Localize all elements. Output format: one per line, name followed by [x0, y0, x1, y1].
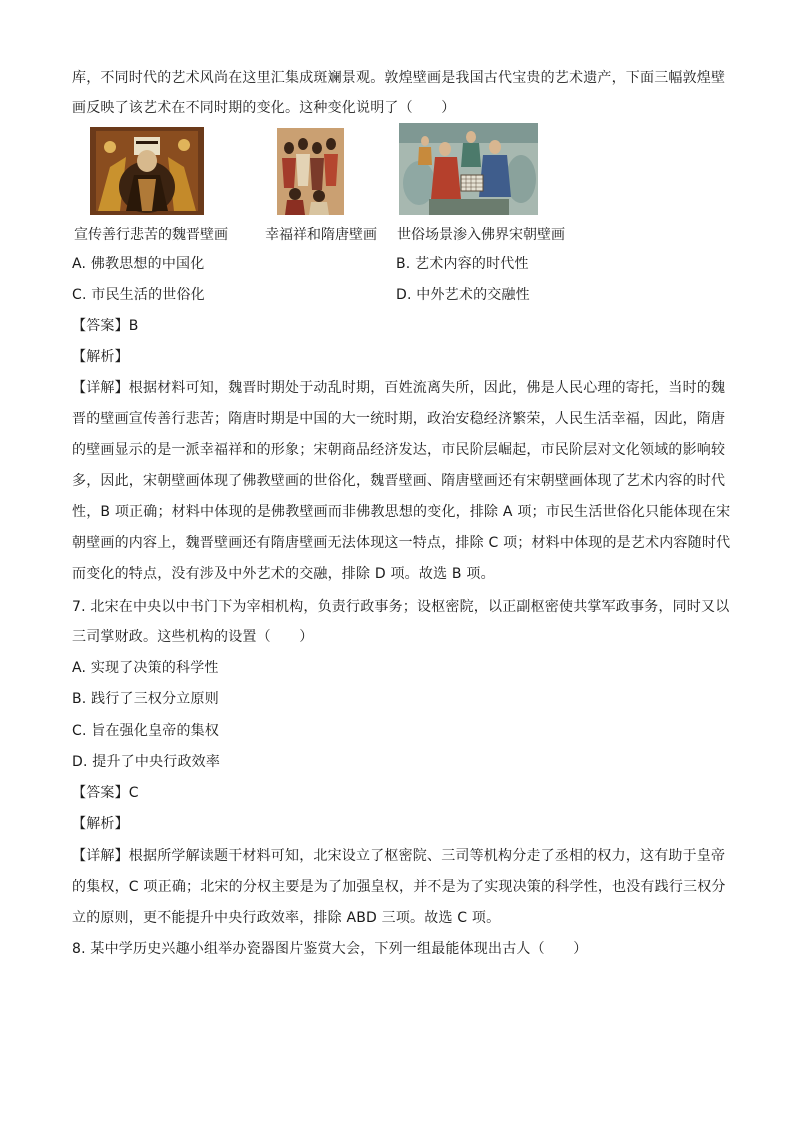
question-6-answer: 【答案】B	[72, 318, 139, 334]
song-mural-image	[399, 123, 538, 215]
question-7-option-a: A. 实现了决策的科学性	[72, 660, 219, 676]
question-6-detail-line: 而变化的特点，没有涉及中外艺术的交融，排除 D 项。故选 B 项。	[72, 566, 495, 582]
song-mural-picture	[399, 123, 538, 215]
question-6-detail-line: 晋的壁画宣传善行悲苦；隋唐时期是中国的大一统时期，政治安稳经济繁荣，人民生活幸福，因此，隋唐	[72, 411, 726, 427]
question-6-option-b: B. 艺术内容的时代性	[396, 256, 529, 272]
question-6-analysis-title: 【解析】	[72, 349, 129, 365]
sui-tang-mural-image	[277, 128, 344, 215]
question-6-stem-line-2: 画反映了该艺术在不同时期的变化。这种变化说明了（ ）	[72, 100, 456, 116]
question-7-stem-line-1: 7. 北宋在中央以中书门下为宰相机构，负责行政事务；设枢密院，以正副枢密使共掌军政事务，同时又以	[72, 599, 730, 615]
question-7-option-b: B. 践行了三权分立原则	[72, 691, 219, 707]
caption-song-mural: 世俗场景渗入佛界宋朝壁画	[397, 227, 565, 243]
question-6-stem-line-1: 库，不同时代的艺术风尚在这里汇集成斑斓景观。敦煌壁画是我国古代宝贵的艺术遗产，下面三幅敦煌壁	[72, 70, 726, 86]
wei-jin-mural-image	[90, 127, 204, 215]
question-6-option-a: A. 佛教思想的中国化	[72, 256, 205, 272]
question-6-detail-line: 朝壁画的内容上，魏晋壁画还有隋唐壁画无法体现这一特点，排除 C 项；材料中体现的是艺术内容随时代	[72, 535, 731, 551]
question-8-stem-line-1: 8. 某中学历史兴趣小组举办瓷器图片鉴赏大会，下列一组最能体现出古人（ ）	[72, 941, 588, 957]
wei-jin-mural-picture	[90, 127, 204, 215]
question-6-detail-line: 【详解】根据材料可知，魏晋时期处于动乱时期，百姓流离失所，因此，佛是人民心理的寄托，当时的魏	[72, 380, 726, 396]
question-6-option-d: D. 中外艺术的交融性	[396, 287, 530, 303]
caption-sui-tang-mural: 幸福祥和隋唐壁画	[265, 227, 377, 243]
caption-wei-jin-mural: 宣传善行悲苦的魏晋壁画	[74, 227, 228, 243]
question-6-detail-line: 性，B 项正确；材料中体现的是佛教壁画而非佛教思想的变化，排除 A 项；市民生活世俗化只能体现在宋	[72, 504, 731, 520]
question-7-analysis-title: 【解析】	[72, 816, 129, 832]
question-7-detail-line: 立的原则，更不能提升中央行政效率，排除 ABD 三项。故选 C 项。	[72, 910, 501, 926]
question-6-option-c: C. 市民生活的世俗化	[72, 287, 205, 303]
question-7-option-c: C. 旨在强化皇帝的集权	[72, 723, 220, 739]
question-7-option-d: D. 提升了中央行政效率	[72, 754, 221, 770]
question-6-detail-line: 多，因此，宋朝壁画体现了佛教壁画的世俗化，魏晋壁画、隋唐壁画还有宋朝壁画体现了艺术内容的时代	[72, 473, 726, 489]
question-7-stem-line-2: 三司掌财政。这些机构的设置（ ）	[72, 629, 314, 645]
question-7-detail-line: 的集权，C 项正确；北宋的分权主要是为了加强皇权，并不是为了实现决策的科学性，也没有践行三权分	[72, 879, 726, 895]
question-7-detail-line: 【详解】根据所学解读题干材料可知，北宋设立了枢密院、三司等机构分走了丞相的权力，这有助于皇帝	[72, 848, 726, 864]
question-7-answer: 【答案】C	[72, 785, 139, 801]
sui-tang-mural-picture	[277, 128, 344, 215]
question-6-detail-line: 的壁画显示的是一派幸福祥和的形象；宋朝商品经济发达，市民阶层崛起，市民阶层对文化领域的影响较	[72, 442, 726, 458]
